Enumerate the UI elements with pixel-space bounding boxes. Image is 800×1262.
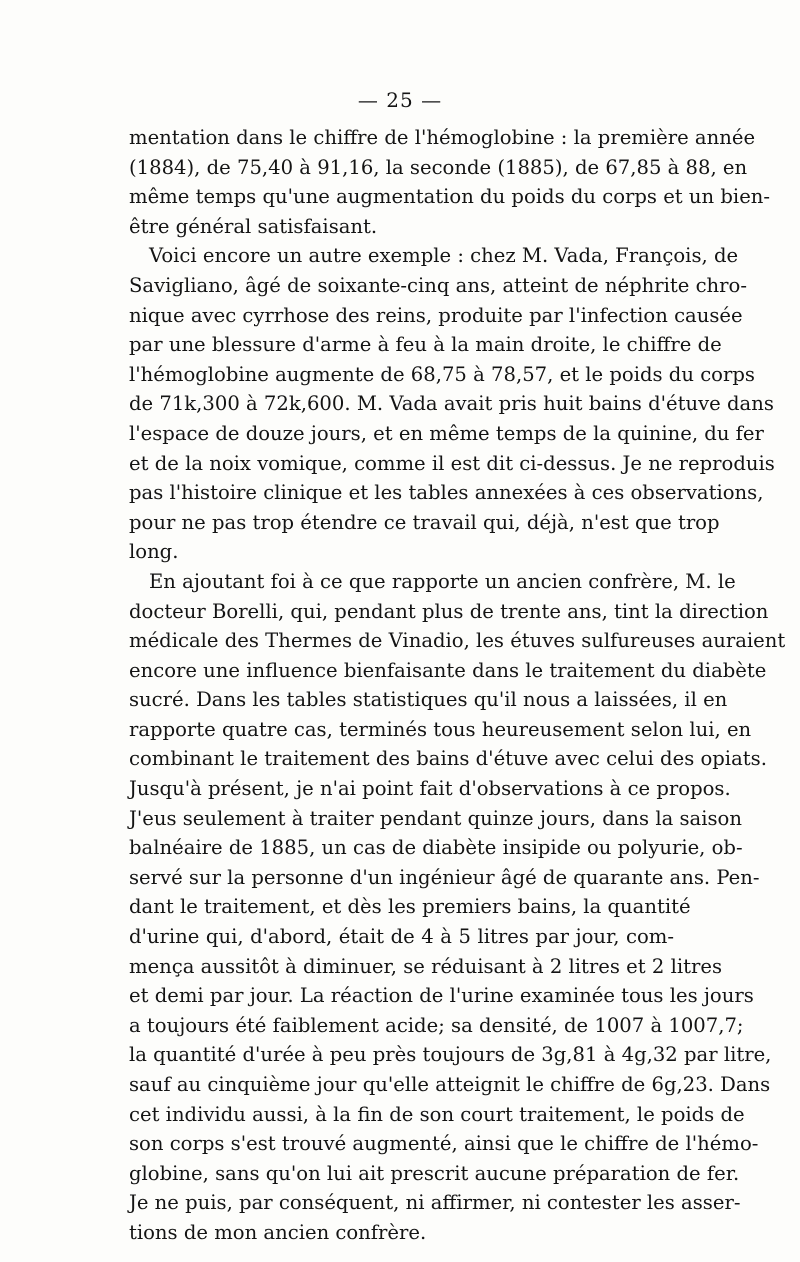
text-line: tions de mon ancien confrère. <box>129 1220 427 1244</box>
text-line: même temps qu'une augmentation du poids du corps et un bien- <box>129 185 771 209</box>
text-line: d'urine qui, d'abord, était de 4 à 5 litres par jour, com- <box>129 925 674 949</box>
text-line: rapporte quatre cas, terminés tous heureusement selon lui, en <box>129 717 752 741</box>
text-line: la quantité d'urée à peu près toujours de 3g,81 à 4g,32 par litre, <box>129 1043 772 1067</box>
text-line: docteur Borelli, qui, pendant plus de trente ans, tint la direction <box>129 599 769 623</box>
text-line: pour ne pas trop étendre ce travail qui, déjà, n'est que trop <box>129 510 720 534</box>
text-line: balnéaire de 1885, un cas de diabète insipide ou polyurie, ob- <box>129 836 743 860</box>
text-line: de 71k,300 à 72k,600. M. Vada avait pris huit bains d'étuve dans <box>129 392 774 416</box>
text-line: Je ne puis, par conséquent, ni affirmer, ni contester les asser- <box>129 1191 741 1215</box>
text-line: son corps s'est trouvé augmenté, ainsi que le chiffre de l'hémo- <box>129 1132 759 1156</box>
text-line: et de la noix vomique, comme il est dit ci-dessus. Je ne reproduis <box>129 451 775 475</box>
text-line: a toujours été faiblement acide; sa densité, de 1007 à 1007,7; <box>129 1013 744 1037</box>
text-line: par une blessure d'arme à feu à la main droite, le chiffre de <box>129 333 722 357</box>
text-line: En ajoutant foi à ce que rapporte un ancien confrère, M. le <box>149 569 736 593</box>
text-line: encore une influence bienfaisante dans le traitement du diabète <box>129 658 767 682</box>
text-line: sauf au cinquième jour qu'elle atteignit le chiffre de 6g,23. Dans <box>129 1073 771 1096</box>
text-line: Voici encore un autre exemple : chez M. Vada, François, de <box>149 244 739 268</box>
text-line: et demi par jour. La réaction de l'urine examinée tous les jours <box>129 984 754 1008</box>
text-line: mentation dans le chiffre de l'hémoglobine : la première année <box>129 126 756 149</box>
text-line: Savigliano, âgé de soixante-cinq ans, atteint de néphrite chro- <box>129 273 747 297</box>
text-line: être général satisfaisant. <box>129 214 378 238</box>
text-line: long. <box>129 540 179 564</box>
text-line: Jusqu'à présent, je n'ai point fait d'observations à ce propos. <box>129 777 731 801</box>
text-line: (1884), de 75,40 à 91,16, la seconde (1885), de 67,85 à 88, en <box>129 155 748 179</box>
text-line: mença aussitôt à diminuer, se réduisant à 2 litres et 2 litres <box>129 954 722 978</box>
text-line: globine, sans qu'on lui ait prescrit aucune préparation de fer. <box>129 1161 740 1185</box>
text-line: sucré. Dans les tables statistiques qu'il nous a laissées, il en <box>129 688 728 712</box>
text-line: l'espace de douze jours, et en même temps de la quinine, du fer <box>129 421 764 445</box>
text-line: l'hémoglobine augmente de 68,75 à 78,57, et le poids du corps <box>129 362 755 386</box>
text-line: servé sur la personne d'un ingénieur âgé de quarante ans. Pen- <box>129 865 760 889</box>
text-line: J'eus seulement à traiter pendant quinze jours, dans la saison <box>129 806 742 830</box>
text-line: médicale des Thermes de Vinadio, les étuves sulfureuses auraient <box>129 629 786 653</box>
text-line: cet individu aussi, à la fin de son court traitement, le poids de <box>129 1102 745 1126</box>
text-line: combinant le traitement des bains d'étuve avec celui des opiats. <box>129 747 767 771</box>
text-line: dant le traitement, et dès les premiers bains, la quantité <box>129 895 691 919</box>
body-text <box>129 123 786 1248</box>
text-line: pas l'histoire clinique et les tables annexées à ces observations, <box>129 481 764 505</box>
page-number: — 25 — <box>357 88 443 112</box>
text-line: nique avec cyrrhose des reins, produite par l'infection causée <box>129 303 743 327</box>
